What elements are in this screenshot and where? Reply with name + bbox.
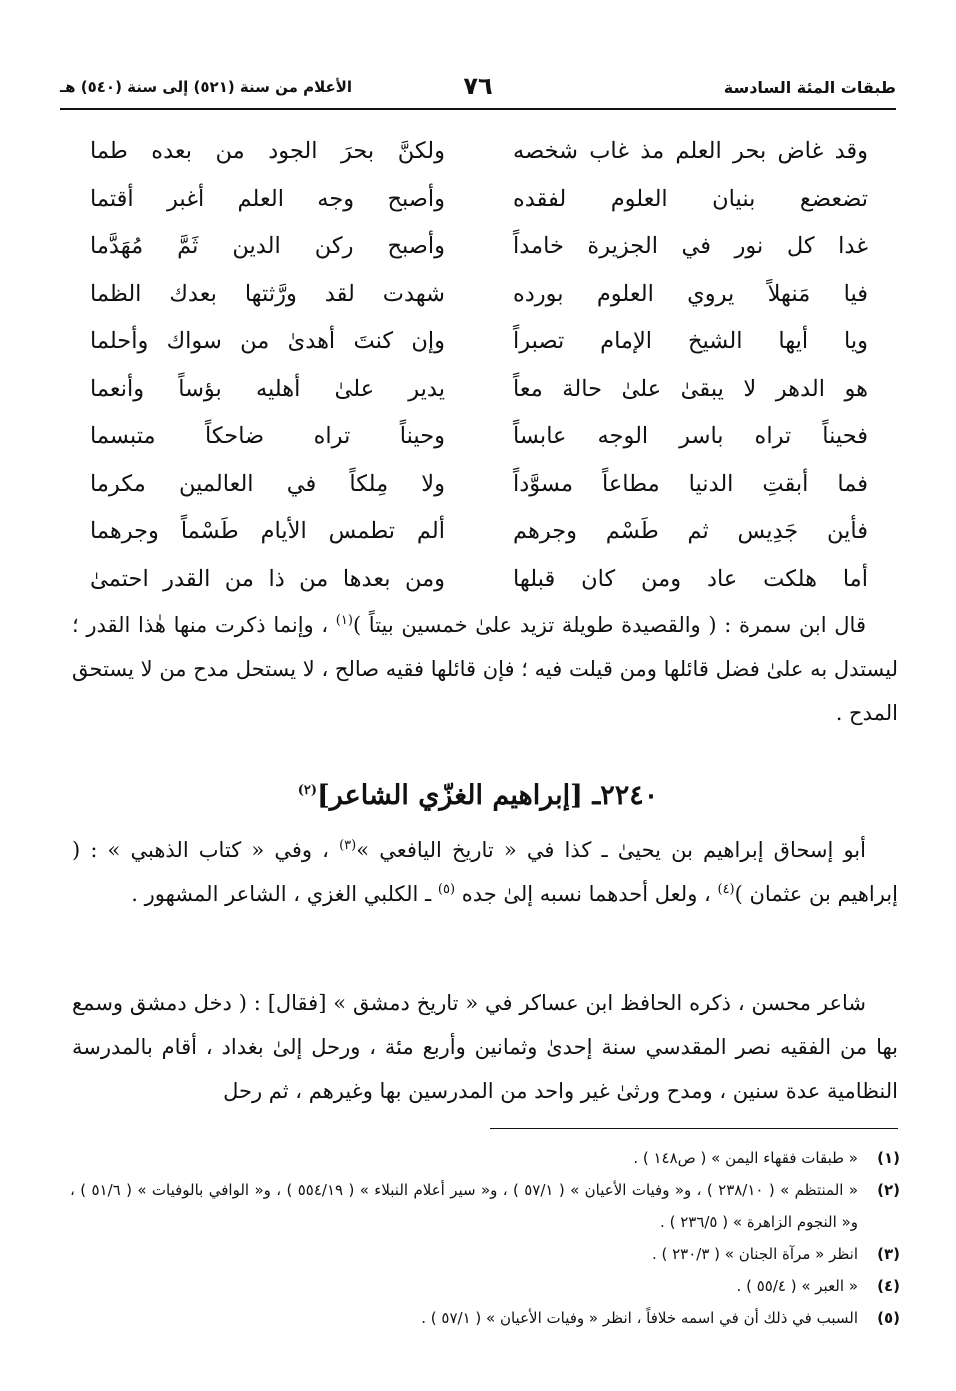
footnote-ref: (٤) <box>717 882 735 897</box>
quote-text <box>72 603 898 735</box>
quote-after-ref: ، وإنما ذكرت منها هٰذا القدر ؛ ليستدل به علىٰ فضل قائلها ومن قيلت فيه ؛ فإن قائلها فقيه صالح ، لا يستحل مدح من لا يستحق المدح . <box>72 613 898 725</box>
verse <box>90 271 868 319</box>
text-run: ، وفي « كتاب الذهبي » : ( إبراهيم بن عثمان ) <box>72 838 898 906</box>
verse-second-hemistich: ألم تطمس الأيام طَسْماً وجرهما <box>90 518 445 545</box>
footnote-text: « العبر » ( ٥٥/٤ ) . <box>736 1277 858 1295</box>
verse <box>90 413 868 461</box>
footnote-divider <box>490 1128 898 1129</box>
entry-title <box>0 780 956 811</box>
quote-before-ref: قال ابن سمرة : ( والقصيدة طويلة تزيد علىٰ خمسين بيتاً ) <box>352 613 866 637</box>
footnote-ref: (٥) <box>437 882 456 897</box>
footnote-text: السبب في ذلك أن في اسمه خلافاً ، انظر « وفيات الأعيان » ( ٥٧/١ ) . <box>421 1309 858 1327</box>
footnote <box>70 1238 900 1270</box>
verse-first-hemistich: غدا كل نور في الجزيرة خامداً <box>513 233 868 260</box>
footnote-number: (٥) <box>877 1309 900 1327</box>
verse-second-hemistich: ولكنَّ بحرَ الجود من بعده طما <box>90 138 445 165</box>
entry-paragraph <box>72 828 898 916</box>
verse-second-hemistich: وأصبح ركن الدين ثَمَّ مُهَدَّما <box>90 233 445 260</box>
verse-second-hemistich: ومن بعدها من ذا من القدر احتمىٰ <box>90 565 445 592</box>
text-run: ـ الكلبي الغزي ، الشاعر المشهور . <box>131 882 438 906</box>
verse-first-hemistich: فحيناً تراه باسر الوجه عابساً <box>513 423 868 450</box>
verse-second-hemistich: وإن كنتَ أهدىٰ من سواك وأحلما <box>90 328 445 355</box>
verse <box>90 223 868 271</box>
footnote-text: « طبقات فقهاء اليمن » ( ص١٤٨ ) . <box>633 1149 858 1167</box>
verse-first-hemistich: تضعضع بنيان العلوم لفقده <box>513 185 868 212</box>
verse-first-hemistich: فأين جَدِيس ثم طَسْم وجرهم <box>513 518 868 545</box>
page-number: ٧٦ <box>463 72 493 100</box>
verse <box>90 556 868 604</box>
header-volume-range: الأعلام من سنة (٥٢١) إلى سنة (٥٤٠) هـ <box>60 78 353 96</box>
verse <box>90 176 868 224</box>
footnote <box>70 1142 900 1174</box>
footnote-ref: (٣) <box>339 838 357 853</box>
verse-first-hemistich: ويا أيها الشيخ الإمام تصبراً <box>513 328 868 355</box>
footnotes <box>70 1142 900 1334</box>
footnote-number: (٣) <box>877 1245 900 1263</box>
verse-first-hemistich: أما هلكت عاد ومن كان قبلها <box>513 565 868 592</box>
verse-first-hemistich: فيا مَنهلاً يروي العلوم بورده <box>513 280 868 307</box>
footnote-text: انظر « مرآة الجنان » ( ٢٣٠/٣ ) . <box>651 1245 858 1263</box>
footnote <box>70 1270 900 1302</box>
footnote-number: (١) <box>877 1149 900 1167</box>
verse-second-hemistich: يدير علىٰ أهليه بؤساً وأنعما <box>90 375 445 402</box>
entry-title-text: ٢٢٤٠ـ [إبراهيم الغزّي الشاعر] <box>317 780 659 811</box>
footnote <box>70 1302 900 1334</box>
verse-second-hemistich: وأصبح وجه العلم أغبر أقتما <box>90 185 445 212</box>
verse <box>90 461 868 509</box>
footnote-number: (٢) <box>877 1181 900 1199</box>
footnote-ref: (٢) <box>297 783 317 798</box>
footnote <box>70 1174 900 1238</box>
verse-first-hemistich: هو الدهر لا يبقىٰ علىٰ حالة معاً <box>513 375 868 402</box>
header-section-title: طبقات المئة السادسة <box>723 78 896 97</box>
footnote-ref: (١) <box>335 613 353 628</box>
verse-second-hemistich: شهدت لقد ورَّثتها بعدك الظما <box>90 280 445 307</box>
verse-second-hemistich: وحيناً تراه ضاحكاً متبسما <box>90 423 445 450</box>
text-run: أبو إسحاق إبراهيم بن يحيىٰ ـ كذا في « تاريخ اليافعي » <box>356 838 866 862</box>
text-run: ، ولعل أحدهما نسبه إلىٰ جده <box>455 882 718 906</box>
footnote-number: (٤) <box>877 1277 900 1295</box>
entry-paragraph-text: شاعر محسن ، ذكره الحافظ ابن عساكر في « تاريخ دمشق » [فقال] : ( دخل دمشق وسمع بها من الفقيه نصر المقدسي سنة إحدىٰ وثمانين وأربع مئة ، ورحل إلىٰ بغداد ، أقام بالمدرسة النظامية عدة سنين ، ومدح ورثىٰ غير واحد من المدرسين بها وغيرهم ، ثم رحل <box>72 991 898 1103</box>
page-header <box>60 72 896 110</box>
verse-second-hemistich: ولا مِلكاً في العالمين مكرما <box>90 470 445 497</box>
entry-paragraph-text <box>72 828 898 916</box>
poem <box>90 128 868 603</box>
quote-paragraph <box>72 603 898 735</box>
entry-paragraph <box>72 981 898 1113</box>
verse <box>90 318 868 366</box>
verse <box>90 128 868 176</box>
footnote-text: « المنتظم » ( ٢٣٨/١٠ ) ، و« وفيات الأعيان » ( ٥٧/١ ) ، و« سير أعلام النبلاء » ( ٥٥٤/١٩ ) ، و« الوافي بالوفيات » ( ٥١/٦ ) ، و« النجوم الزاهرة » ( ٢٣٦/٥ ) . <box>70 1181 858 1231</box>
verse <box>90 508 868 556</box>
verse-first-hemistich: فما أبقتِ الدنيا مطاعاً مسوَّداً <box>513 470 868 497</box>
verse-first-hemistich: وقد غاض بحر العلم مذ غاب شخصه <box>513 138 868 165</box>
verse <box>90 366 868 414</box>
